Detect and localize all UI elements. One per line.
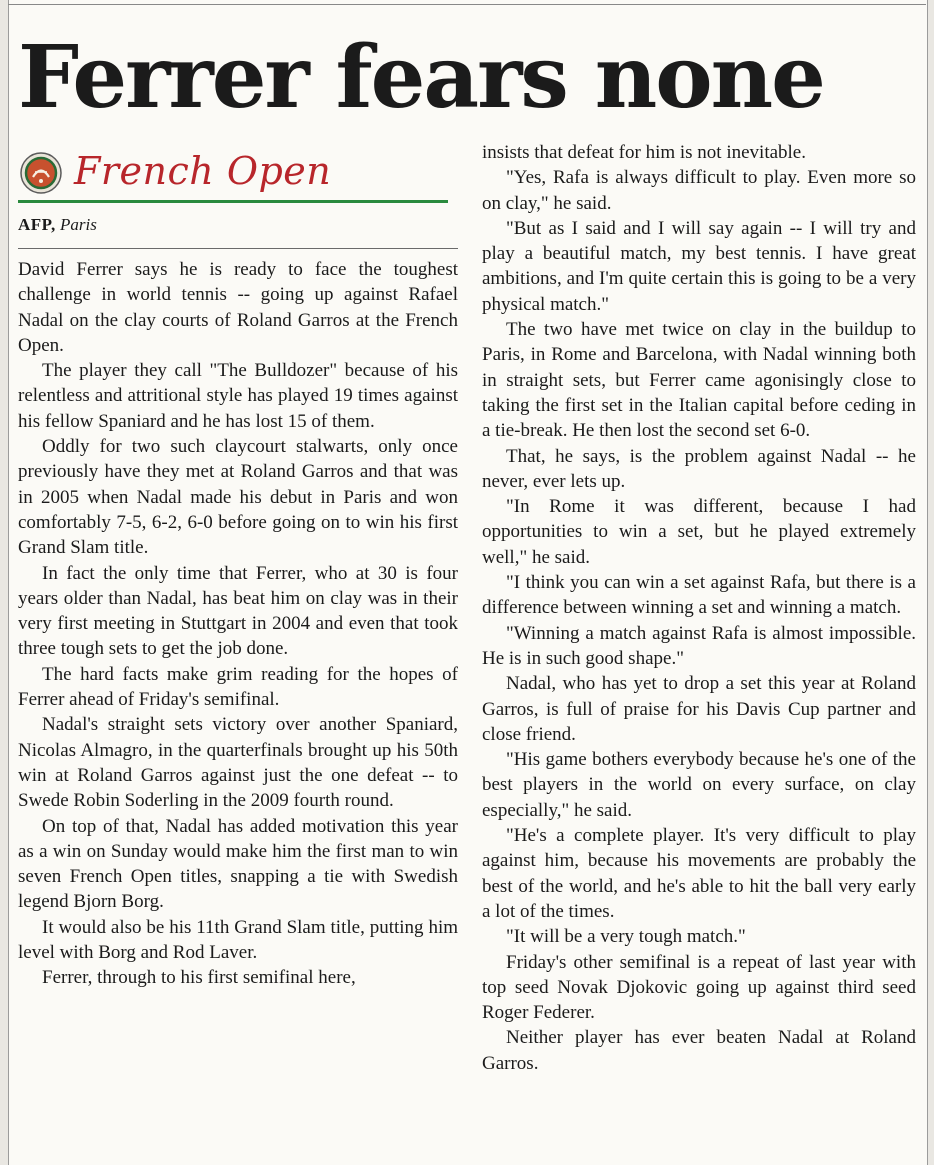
paragraph: "It will be a very tough match." [506,926,746,948]
headline: Ferrer fears none [18,27,824,128]
paragraph: The player they call "The Bulldozer" because of his relentless and attritional style has played 19 times against his fellow Spaniard and he has lost 15 of them. [18,360,458,432]
paragraph: Ferrer, through to his first semifinal here, [42,967,356,989]
paragraph: On top of that, Nadal has added motivation this year as a win on Sunday would make him the first man to win seven French Open titles, snapping a tie with Swedish legend Bjorn Borg. [18,815,458,913]
section-label: French Open [74,149,332,193]
top-rule [8,4,926,5]
left-column [18,140,458,1150]
roland-garros-logo-icon [20,152,62,194]
paragraph: Friday's other semifinal is a repeat of last year with top seed Novak Djokovic going up against third seed Roger Federer. [482,951,916,1024]
byline-agency: AFP, [18,215,56,234]
paragraph: insists that defeat for him is not inevitable. [482,142,806,163]
paragraph: "In Rome it was different, because I had opportunities to win a set, but he played extremely well," he said. [482,496,916,568]
paragraph: In fact the only time that Ferrer, who at 30 is four years older than Nadal, has beat him on clay was in their very first meeting in Stuttgart in 2004 and even that took three tough sets to get the job done. [18,562,458,660]
paragraph: The two have met twice on clay in the buildup to Paris, in Rome and Barcelona, with Nadal winning both in straight sets, but Ferrer came agonisingly close to taking the first set in the Italian capital before ceding in a tie-break. He then lost the second set 6-0. [482,319,916,442]
paragraph: "But as I said and I will say again -- I will try and play a beautiful match, my best tennis. I have great ambitions, and I'm quite certain this is going to be a very physical match." [482,217,916,315]
left-body-text [18,257,458,991]
paragraph: "Winning a match against Rafa is almost impossible. He is in such good shape." [482,622,916,669]
byline-rule [18,248,458,249]
paragraph: That, he says, is the problem against Nadal -- he never, ever lets up. [482,445,916,492]
paragraph: Nadal's straight sets victory over another Spaniard, Nicolas Almagro, in the quarterfinals brought up his 50th win at Roland Garros against just the one defeat -- to Swede Robin Soderling in the 2009 fourth round. [18,714,458,812]
paragraph: "His game bothers everybody because he's one of the best players in the world on every surface, on clay especially," he said. [482,749,916,821]
paragraph: Neither player has ever beaten Nadal at Roland Garros. [482,1027,916,1074]
section-rubric [18,140,448,203]
right-column [482,140,916,1150]
paragraph: "I think you can win a set against Rafa, but there is a difference between winning a set and winning a match. [482,572,916,619]
paragraph: "He's a complete player. It's very difficult to play against him, because his movements are probably the best of the world, and he's able to hit the ball very early a lot of the times. [482,825,916,922]
byline-place: Paris [60,215,97,234]
right-body-text [482,140,916,1076]
byline [18,212,458,238]
paragraph: Nadal, who has yet to drop a set this year at Roland Garros, is full of praise for his Davis Cup partner and close friend. [482,673,916,745]
paragraph: It would also be his 11th Grand Slam title, putting him level with Borg and Rod Laver. [18,916,458,964]
paragraph: David Ferrer says he is ready to face the toughest challenge in world tennis -- going up against Rafael Nadal on the clay courts of Roland Garros at the French Open. [18,259,458,356]
paragraph: Oddly for two such claycourt stalwarts, only once previously have they met at Roland Garros and that was in 2005 when Nadal made his debut in Paris and won comfortably 7-5, 6-2, 6-0 before going on to win his first Grand Slam title. [18,436,458,559]
paragraph: "Yes, Rafa is always difficult to play. Even more so on clay," he said. [482,167,916,214]
paragraph: The hard facts make grim reading for the hopes of Ferrer ahead of Friday's semifinal. [18,663,458,711]
